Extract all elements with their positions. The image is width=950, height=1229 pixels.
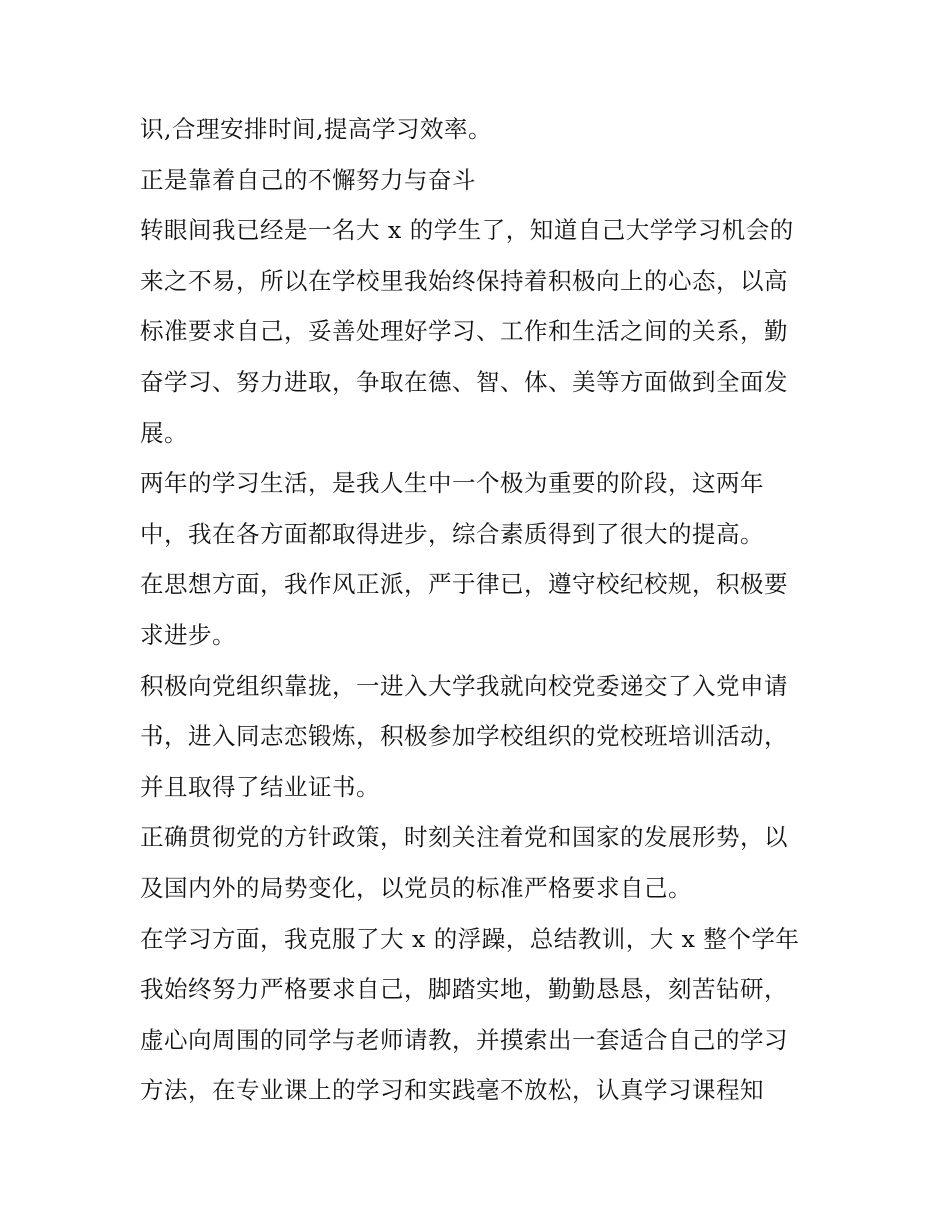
text-line: 求进步。: [140, 620, 236, 649]
text-line: 正确贯彻党的方针政策，时刻关注着党和国家的发展形势，以: [140, 823, 788, 852]
text-line: 并且取得了结业证书。: [140, 772, 380, 801]
text-line: 书，进入同志恋锻炼，积极参加学校组织的党校班培训活动，: [140, 722, 788, 751]
text-line: 两年的学习生活，是我人生中一个极为重要的阶段，这两年: [140, 469, 764, 498]
text-line: 正是靠着自己的不懈努力与奋斗: [140, 165, 476, 194]
text-line: 虚心向周围的同学与老师请教，并摸索出一套适合自己的学习: [140, 1025, 788, 1054]
text-line: 在学习方面，我克服了大 x 的浮躁，总结教训，大 x 整个学年: [140, 924, 800, 953]
text-line: 来之不易，所以在学校里我始终保持着积极向上的心态，以高: [140, 266, 788, 295]
text-line: 中，我在各方面都取得进步，综合素质得到了很大的提高。: [140, 519, 764, 548]
text-line: 在思想方面，我作风正派，严于律已，遵守校纪校规，积极要: [140, 570, 788, 599]
text-line: 识,合理安排时间,提高学习效率。: [140, 115, 492, 143]
text-line: 积极向党组织靠拢，一进入大学我就向校党委递交了入党申请: [140, 671, 788, 700]
text-line: 展。: [140, 418, 188, 447]
text-line: 方法，在专业课上的学习和实践毫不放松，认真学习课程知: [140, 1076, 764, 1105]
document-body: [140, 104, 830, 1116]
text-line: 转眼间我已经是一名大 x 的学生了，知道自己大学学习机会的: [140, 216, 794, 245]
text-line: 我始终努力严格要求自己，脚踏实地，勤勤恳恳，刻苦钻研，: [140, 975, 788, 1004]
text-line: 奋学习、努力进取，争取在德、智、体、美等方面做到全面发: [140, 367, 788, 396]
text-line: 及国内外的局势变化，以党员的标准严格要求自己。: [140, 873, 692, 902]
text-line: 标准要求自己，妥善处理好学习、工作和生活之间的关系，勤: [140, 317, 788, 346]
